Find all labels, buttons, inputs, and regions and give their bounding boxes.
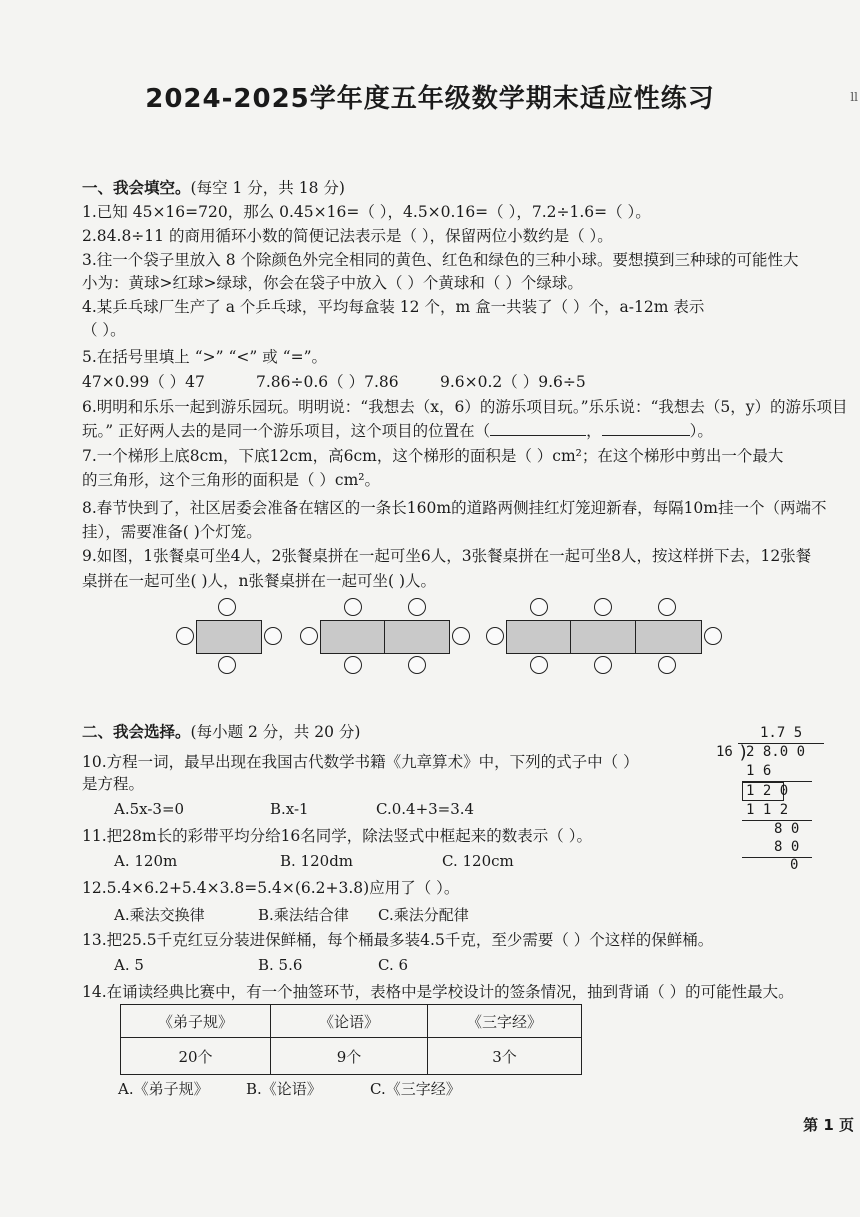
q10-option-b[interactable]: B.x-1 xyxy=(270,800,309,818)
division-step-boxed: 1 2 0 xyxy=(746,783,789,799)
division-step: 1 1 2 xyxy=(746,802,789,818)
seat-circle xyxy=(594,598,612,616)
seat-circle xyxy=(704,627,722,645)
question-14: 14.在诵读经典比赛中，有一个抽签环节，表格中是学校设计的签条情况，抽到背诵（ ）的可能性最大。 xyxy=(82,983,794,1001)
question-8-line2: 挂），需要准备( )个灯笼。 xyxy=(82,523,262,541)
q11-option-b[interactable]: B. 120dm xyxy=(280,852,354,870)
section2-heading: 二、我会选择。 xyxy=(82,723,191,741)
question-3-line1: 3.往一个袋子里放入 8 个除颜色外完全相同的黄色、红色和绿色的三种小球。要想摸到三种球的可能性大 xyxy=(82,251,799,269)
section2-note: (每小题 2 分，共 20 分) xyxy=(190,723,361,741)
seat-circle xyxy=(658,656,676,674)
question-4-line2: （ ）。 xyxy=(82,321,126,339)
seat-circle xyxy=(408,598,426,616)
lottery-table xyxy=(120,1004,582,1075)
seat-circle xyxy=(300,627,318,645)
q13-option-a[interactable]: A. 5 xyxy=(114,956,144,974)
section1-note: (每空 1 分，共 18 分) xyxy=(190,179,345,197)
division-remainder: 0 xyxy=(790,857,799,873)
table-cell: 3个 xyxy=(428,1038,582,1075)
division-step: 1 6 xyxy=(746,763,772,779)
question-6-line1: 6.明明和乐乐一起到游乐园玩。明明说：“我想去（x，6）的游乐项目玩。”乐乐说：“我想去（5，y）的游乐项目 xyxy=(82,398,848,416)
q14-option-a[interactable]: A.《弟子规》 xyxy=(118,1080,209,1098)
question-6-close: ）。 xyxy=(689,422,713,440)
q12-option-a[interactable]: A.乘法交换律 xyxy=(114,906,205,924)
seat-circle xyxy=(344,598,362,616)
question-11: 11.把28m长的彩带平均分给16名同学，除法竖式中框起来的数表示（ ）。 xyxy=(82,827,592,845)
question-4-line1: 4.某乒乓球厂生产了 a 个乒乓球，平均每盒装 12 个，m 盒一共装了（ ）个，a-12m 表示 xyxy=(82,298,705,316)
section1-header xyxy=(82,178,345,198)
question-9-line2: 桌拼在一起可坐( )人，n张餐桌拼在一起可坐( )人。 xyxy=(82,572,437,590)
q10-option-a[interactable]: A.5x-3=0 xyxy=(114,800,185,818)
section1-heading: 一、我会填空。 xyxy=(82,179,191,197)
division-divisor: 16 xyxy=(716,744,733,760)
table-divider xyxy=(635,621,636,653)
table-header-cell: 《三字经》 xyxy=(428,1005,582,1038)
seat-circle xyxy=(176,627,194,645)
long-division xyxy=(716,725,826,875)
edge-mark: ll xyxy=(850,90,858,104)
question-5-item-1: 47×0.99（ ）47 xyxy=(82,373,205,391)
q12-option-c[interactable]: C.乘法分配律 xyxy=(378,906,469,924)
question-6-text: 玩。” 正好两人去的是同一个游乐项目，这个项目的位置在（ xyxy=(82,422,491,440)
q11-option-a[interactable]: A. 120m xyxy=(114,852,178,870)
division-line xyxy=(742,857,812,858)
seat-circle xyxy=(408,656,426,674)
question-7-line2: 的三角形，这个三角形的面积是（ ）cm²。 xyxy=(82,471,381,489)
table-cell: 20个 xyxy=(121,1038,271,1075)
q14-option-b[interactable]: B.《论语》 xyxy=(246,1080,322,1098)
question-12: 12.5.4×6.2+5.4×3.8=5.4×(6.2+3.8)应用了（ ）。 xyxy=(82,879,460,897)
question-5-item-2: 7.86÷0.6（ ）7.86 xyxy=(256,373,399,391)
q13-option-b[interactable]: B. 5.6 xyxy=(258,956,303,974)
question-5: 5.在括号里填上 “>” “<” 或 “=”。 xyxy=(82,348,328,366)
table-header-row xyxy=(121,1005,582,1038)
page-number: 第 1 页 xyxy=(803,1116,854,1134)
question-10-line2: 是方程。 xyxy=(82,775,145,793)
seat-circle xyxy=(218,656,236,674)
seat-circle xyxy=(530,598,548,616)
question-6-line2 xyxy=(82,421,713,441)
table-divider xyxy=(570,621,571,653)
q11-option-c[interactable]: C. 120cm xyxy=(442,852,514,870)
q14-option-c[interactable]: C.《三字经》 xyxy=(370,1080,461,1098)
answer-blank[interactable] xyxy=(490,421,586,436)
question-8-line1: 8.春节快到了，社区居委会准备在辖区的一条长160m的道路两侧挂红灯笼迎新春，每隔10m挂一个（两端不 xyxy=(82,499,827,517)
table-header-cell: 《论语》 xyxy=(271,1005,428,1038)
question-2: 2.84.8÷11 的商用循环小数的简便记法表示是（ ），保留两位小数约是（ ）。 xyxy=(82,227,613,245)
table-cell: 9个 xyxy=(271,1038,428,1075)
q10-option-c[interactable]: C.0.4+3=3.4 xyxy=(376,800,475,818)
table-header-cell: 《弟子规》 xyxy=(121,1005,271,1038)
division-step: 8 0 xyxy=(774,821,800,837)
question-1: 1.已知 45×16=720，那么 0.45×16=（ ），4.5×0.16=（ ），7.2÷1.6=（ ）。 xyxy=(82,203,651,221)
answer-blank[interactable] xyxy=(602,421,690,436)
question-7-line1: 7.一个梯形上底8cm，下底12cm，高6cm，这个梯形的面积是（ ）cm²；在这个梯形中剪出一个最大 xyxy=(82,447,784,465)
q12-option-b[interactable]: B.乘法结合律 xyxy=(258,906,349,924)
division-dividend: 2 8.0 0 xyxy=(746,744,806,760)
dining-table-triple xyxy=(506,620,702,654)
dining-table xyxy=(196,620,262,654)
division-step: 8 0 xyxy=(774,839,800,855)
question-3-line2: 小为：黄球>红球>绿球，你会在袋子中放入（ ）个黄球和（ ）个绿球。 xyxy=(82,274,583,292)
table-seating-diagram xyxy=(170,598,730,678)
division-bracket: ) xyxy=(738,742,749,763)
seat-circle xyxy=(218,598,236,616)
question-10-line1: 10.方程一词，最早出现在我国古代数学书籍《九章算术》中，下列的式子中（ ） xyxy=(82,753,639,771)
seat-circle xyxy=(486,627,504,645)
q13-option-c[interactable]: C. 6 xyxy=(378,956,409,974)
question-6-comma: ， xyxy=(586,422,602,440)
page-title: 2024-2025学年度五年级数学期末适应性练习 xyxy=(145,84,715,114)
question-13: 13.把25.5千克红豆分装进保鲜桶，每个桶最多装4.5千克，至少需要（ ）个这样的保鲜桶。 xyxy=(82,931,714,949)
table-divider xyxy=(384,621,385,653)
seat-circle xyxy=(658,598,676,616)
section2-header xyxy=(82,722,360,742)
seat-circle xyxy=(530,656,548,674)
question-9-line1: 9.如图，1张餐桌可坐4人，2张餐桌拼在一起可坐6人，3张餐桌拼在一起可坐8人，按这样拼下去，12张餐 xyxy=(82,547,812,565)
dining-table-pair xyxy=(320,620,450,654)
table-row xyxy=(121,1038,582,1075)
division-quotient: 1.7 5 xyxy=(760,725,803,741)
seat-circle xyxy=(594,656,612,674)
question-5-item-3: 9.6×0.2（ ）9.6÷5 xyxy=(440,373,586,391)
seat-circle xyxy=(264,627,282,645)
seat-circle xyxy=(452,627,470,645)
seat-circle xyxy=(344,656,362,674)
